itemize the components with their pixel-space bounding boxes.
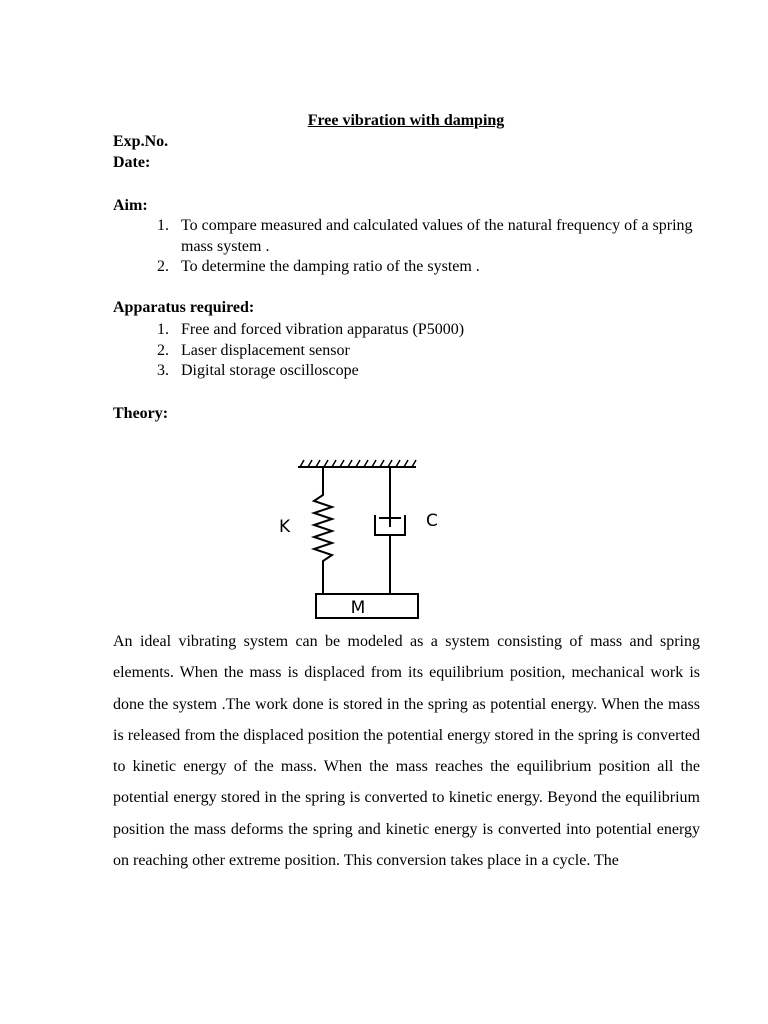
apparatus-heading: Apparatus required: bbox=[113, 299, 255, 316]
apparatus-item-number: 1. bbox=[157, 321, 169, 338]
mass-block bbox=[316, 594, 418, 618]
apparatus-item-text: Laser displacement sensor bbox=[181, 341, 350, 359]
aim-item bbox=[157, 216, 702, 257]
apparatus-item-text: Digital storage oscilloscope bbox=[181, 362, 359, 379]
apparatus-item bbox=[157, 320, 702, 341]
aim-heading: Aim: bbox=[113, 197, 148, 214]
aim-item-number: 1. bbox=[157, 217, 169, 234]
spring-coil bbox=[314, 467, 332, 594]
theory-heading: Theory: bbox=[113, 405, 169, 422]
apparatus-item-text: Free and forced vibration apparatus (P5000) bbox=[181, 321, 465, 338]
apparatus-item-number: 2. bbox=[157, 341, 169, 359]
ceiling-hatching bbox=[300, 460, 416, 467]
aim-item-number: 2. bbox=[157, 258, 169, 275]
apparatus-item bbox=[157, 341, 702, 362]
apparatus-item-number: 3. bbox=[157, 362, 169, 379]
apparatus-list bbox=[157, 320, 702, 382]
exp-no-label: Exp.No. bbox=[113, 133, 169, 150]
aim-item bbox=[157, 257, 702, 278]
apparatus-item bbox=[157, 361, 702, 382]
page-title: Free vibration with damping bbox=[307, 112, 505, 129]
aim-item-text: To determine the damping ratio of the system . bbox=[181, 258, 480, 275]
mass-label: M bbox=[350, 598, 366, 618]
spring-mass-damper-diagram bbox=[276, 455, 446, 625]
damper-label: C bbox=[426, 511, 438, 531]
date-label: Date: bbox=[113, 154, 151, 171]
aim-item-text: To compare measured and calculated values of the natural frequency of a spring mass system . bbox=[181, 217, 693, 255]
aim-list bbox=[157, 216, 702, 278]
theory-paragraph: An ideal vibrating system can be modeled as a system consisting of mass and spring elements. When the mass is displaced from its equilibrium position, mechanical work is done the system .The work done is stored in the spring as potential energy. When the mass is released from the displaced position the potential energy stored in the spring is converted to kinetic energy of the mass. When the mass reaches the equilibrium position all the potential energy stored in the spring is converted to kinetic energy. Beyond the equilibrium position the mass deforms the spring and kinetic energy is converted into potential energy on reaching other extreme position. This conversion takes place in a cycle. The bbox=[113, 633, 700, 870]
damper bbox=[375, 467, 405, 594]
spring-label: K bbox=[279, 517, 291, 537]
